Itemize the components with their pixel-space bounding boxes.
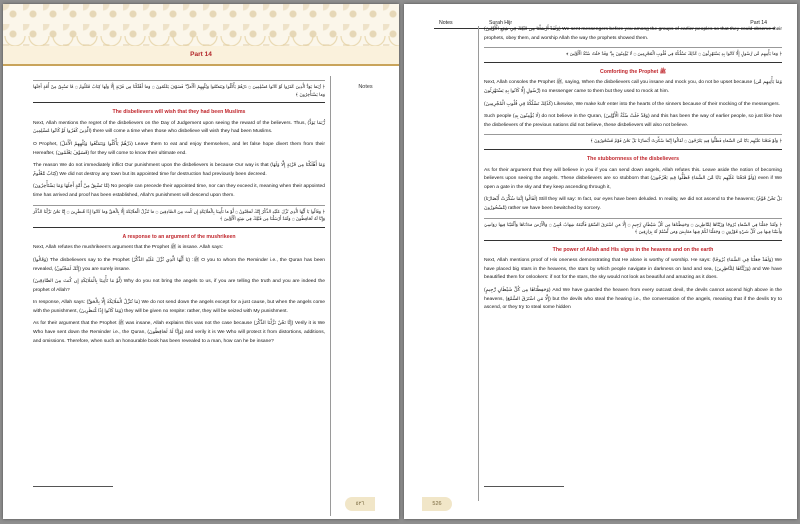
section-heading: The power of Allah and His signs in the heavens and on the earth [552, 246, 714, 253]
right-page-content [484, 26, 782, 317]
header-part-label: Part 14 [750, 20, 767, 26]
paragraph: (وَلَقَدْ أَرْسَلْنَا مِن قَبْلِكَ فِي شِيَعِ الْأَوَّلِينَ) We sent messengers before you among the groups of earlier peoples so that they could observe their prophets, obey them, and worship Allah the way the prophets showed them. [484, 27, 783, 41]
section-heading: A response to an argument of the mushrikeen [122, 233, 236, 240]
footnote-divider [33, 486, 113, 487]
paragraph: Such people (لَا يُؤْمِنُونَ بِهِ) do not believe in the Quran, (وَقَدْ خَلَتْ سُنَّةُ الْأَوَّلِينَ) and this has been the way of earlier people, so just like how the disbelievers of the previous nations did not believe, these disbelievers will also not believe. [484, 114, 783, 128]
paragraph: In response, Allah says: (مَا نُنَزِّلُ الْمَلَائِكَةَ إِلَّا بِالْحَقِّ) We do not send down the angels except for a just cause, but when the angels come with the punishment, (وَمَا كَانُوا إِذًا مُّنظَرِينَ) they will be given no respite: rather, they will be seized with My punishment. [33, 300, 326, 314]
header-notes-label: Notes [439, 20, 453, 26]
paragraph: Next, Allah refutes the mushrikeen's argument that the Prophet ﷺ is insane. Allah says: [33, 245, 224, 251]
part-label: Part 14 [190, 51, 212, 58]
notes-column-divider [478, 26, 479, 501]
quran-verse-block: ﴿ وَقَالُوا يَا أَيُّهَا الَّذِي نُزِّلَ عَلَيْهِ الذِّكْرُ إِنَّكَ لَمَجْنُونٌ ۝ لَّوْ مَا تَأْتِينَا بِالْمَلَائِكَةِ إِن كُنتَ مِنَ الصَّادِقِينَ ۝ مَا نُنَزِّلُ الْمَلَائِكَةَ إِلَّا بِالْحَقِّ وَمَا كَانُوا إِذًا مُّنظَرِينَ ۝ إِنَّا نَحْنُ نَزَّلْنَا الذِّكْرَ وَإِنَّا لَهُ لَحَافِظُونَ ۝ وَلَقَدْ أَرْسَلْنَا مِن قَبْلِكَ فِي شِيَعِ الْأَوَّلِينَ ﴾ [33, 205, 325, 228]
paragraph: As for their argument that they will believe in you if you can send down angels, Allah refutes this. Leave aside the notion of becoming believers upon seeing the angels. These disbelievers are so stubborn that (وَلَوْ فَتَحْنَا عَلَيْهِم بَابًا مِّنَ السَّمَاءِ فَظَلُّوا فِيهِ يَعْرُجُونَ) even if We open a gate in the sky and they keep ascending through it, [484, 167, 782, 190]
right-page [404, 4, 797, 519]
section-heading: The stubbornness of the disbelievers [587, 155, 679, 162]
ornamental-header [3, 4, 399, 46]
paragraph: (مَّا تَسْبِقُ مِنْ أُمَّةٍ أَجَلَهَا وَمَا يَسْتَأْخِرُونَ) No people can precede their appointed time, nor can they exceed it, meaning when their appointed time has arrived and proof has been established, Allah's punishment will descend upon them. [33, 184, 325, 198]
paragraph: O Prophet, (ذَرْهُمْ يَأْكُلُوا وَيَتَمَتَّعُوا وَيُلْهِهِمُ الْأَمَلُ) Leave them to eat and enjoy themselves, and let false hope divert them from their Hereafter, (فَسَوْفَ يَعْلَمُونَ) for they will come to know their ultimate end. [33, 141, 325, 156]
paragraph: Next, Allah consoles the Prophet ﷺ, saying, When the disbelievers call you insane and mock you, do not be upset because (وَمَا يَأْتِيهِم مِّن رَّسُولٍ إِلَّا كَانُوا بِهِ يَسْتَهْزِئُونَ) no messenger came to them but they used to mock at him. [484, 80, 783, 94]
paragraph: (وَحَفِظْنَاهَا مِن كُلِّ شَيْطَانٍ رَّجِيمٍ) And We have guarded the heaven from every outcast devil, the devils cannot ascend high above in the heavens, (إِلَّا مَنِ اسْتَرَقَ السَّمْعَ) but the devils who steal the hearing i.e., the conversation of the angels, meaning that if the devils try to ascend, or they try to steal some hidden [484, 288, 783, 311]
page-number: 526 [422, 497, 452, 511]
quran-verse-block: ﴿ رُّبَمَا يَوَدُّ الَّذِينَ كَفَرُوا لَوْ كَانُوا مُسْلِمِينَ ۝ ذَرْهُمْ يَأْكُلُوا وَيَتَمَتَّعُوا وَيُلْهِهِمُ الْأَمَلُ ۖ فَسَوْفَ يَعْلَمُونَ ۝ وَمَا أَهْلَكْنَا مِن قَرْيَةٍ إِلَّا وَلَهَا كِتَابٌ مَّعْلُومٌ ۝ مَّا تَسْبِقُ مِنْ أُمَّةٍ أَجَلَهَا وَمَا يَسْتَأْخِرُونَ ﴾ [33, 80, 325, 103]
ornament-border [3, 36, 399, 46]
part-band [3, 46, 399, 66]
left-page-content [33, 76, 325, 350]
left-page [3, 4, 399, 519]
paragraph: Next, Allah mentions proof of His oneness demonstrating that He alone is worthy of worship. He says: (وَلَقَدْ جَعَلْنَا فِي السَّمَاءِ بُرُوجًا) We have placed big stars in the heavens, the stars by which people navigate in darkness on land and sea, (وَزَيَّنَّاهَا لِلنَّاظِرِينَ) and We have beautified them for onlookers: if not for the stars, the sky would not look as beautiful and amazing as it does. [484, 258, 783, 281]
section-heading: The disbelievers will wish that they had been Muslims [112, 109, 246, 116]
paragraph: (لَقَالُوا إِنَّمَا سُكِّرَتْ أَبْصَارُنَا) Still they will say: In fact, our eyes have been deluded. In reality, we did not ascend to the heavens; (بَلْ نَحْنُ قَوْمٌ مَّسْحُورُونَ) rather we have been bewitched by sorcery. [484, 197, 782, 211]
paragraph: (وَقَالُوا) The disbelievers say to the Prophet ﷺ: (يَا أَيُّهَا الَّذِي نُزِّلَ عَلَيْهِ الذِّكْرُ) O you to whom the Reminder i.e., the Quran has been revealed, (إِنَّكَ لَمَجْنُونٌ) you are surely insane. [33, 257, 325, 272]
paragraph: As for their argument that the Prophet ﷺ was insane, Allah explains this was not the case because (إِنَّا نَحْنُ نَزَّلْنَا الذِّكْرَ) Verily it is We Who have sent down the Reminder i.e., the Quran, (وَإِنَّا لَهُ لَحَافِظُونَ) and verily it is We Who will protect it from distortions, additions, and omissions. Therefore, when such an honourable book has been revealed to a man, how can he be insane? [33, 321, 325, 344]
quran-verse-block: ﴿ وَلَوْ فَتَحْنَا عَلَيْهِم بَابًا مِّنَ السَّمَاءِ فَظَلُّوا فِيهِ يَعْرُجُونَ ۝ لَقَالُوا إِنَّمَا سُكِّرَتْ أَبْصَارُنَا بَلْ نَحْنُ قَوْمٌ مَّسْحُورُونَ ﴾ [484, 134, 782, 150]
notes-label: Notes [358, 84, 373, 90]
page-number: ٥٢٦ [345, 497, 375, 511]
paragraph: The reason We do not immediately inflict Our punishment upon the disbelievers is because Our way is that (وَمَا أَهْلَكْنَا مِن قَرْيَةٍ إِلَّا وَلَهَا كِتَابٌ مَّعْلُومٌ) We did not destroy any town but its appointed time for destruction had previously been decreed. [33, 163, 325, 177]
paragraph: (لَّوْ مَا تَأْتِينَا بِالْمَلَائِكَةِ إِن كُنتَ مِنَ الصَّادِقِينَ) Why do you not bring the angels to us, if you are telling the truth and you are indeed the prophet of Allah? [33, 279, 325, 293]
paragraph: Next, Allah mentions the regret of the disbelievers on the Day of Judgement upon seeing the reward of the believers. Thus, (رُّبَمَا يَوَدُّ الَّذِينَ كَفَرُوا لَوْ كَانُوا مُسْلِمِينَ) there will come a time when those who disbelieve will wish they had been Muslims. [33, 120, 325, 135]
footnote-divider [484, 486, 564, 487]
quran-verse-block: ﴿ وَمَا يَأْتِيهِم مِّن رَّسُولٍ إِلَّا كَانُوا بِهِ يَسْتَهْزِئُونَ ۝ كَذَٰلِكَ نَسْلُكُهُ فِي قُلُوبِ الْمُجْرِمِينَ ۝ لَا يُؤْمِنُونَ بِهِ ۖ وَقَدْ خَلَتْ سُنَّةُ الْأَوَّلِينَ ﴾ [484, 47, 782, 63]
paragraph: (كَذَٰلِكَ نَسْلُكُهُ فِي قُلُوبِ الْمُجْرِمِينَ) Likewise, We make kufr enter into the hearts of the sinners because of their mocking of the messengers. [484, 101, 780, 107]
notes-column [330, 76, 399, 516]
header-surah-title: Surah Hijr [489, 20, 513, 26]
quran-verse-block: ﴿ وَلَقَدْ جَعَلْنَا فِي السَّمَاءِ بُرُوجًا وَزَيَّنَّاهَا لِلنَّاظِرِينَ ۝ وَحَفِظْنَاهَا مِن كُلِّ شَيْطَانٍ رَّجِيمٍ ۝ إِلَّا مَنِ اسْتَرَقَ السَّمْعَ فَأَتْبَعَهُ شِهَابٌ مُّبِينٌ ۝ وَالْأَرْضَ مَدَدْنَاهَا وَأَلْقَيْنَا فِيهَا رَوَاسِيَ وَأَنبَتْنَا فِيهَا مِن كُلِّ شَيْءٍ مَّوْزُونٍ ۝ وَجَعَلْنَا لَكُمْ فِيهَا مَعَايِشَ وَمَن لَّسْتُمْ لَهُ بِرَازِقِينَ ﴾ [484, 218, 782, 241]
section-heading: Comforting the Prophet ﷺ [600, 68, 666, 75]
